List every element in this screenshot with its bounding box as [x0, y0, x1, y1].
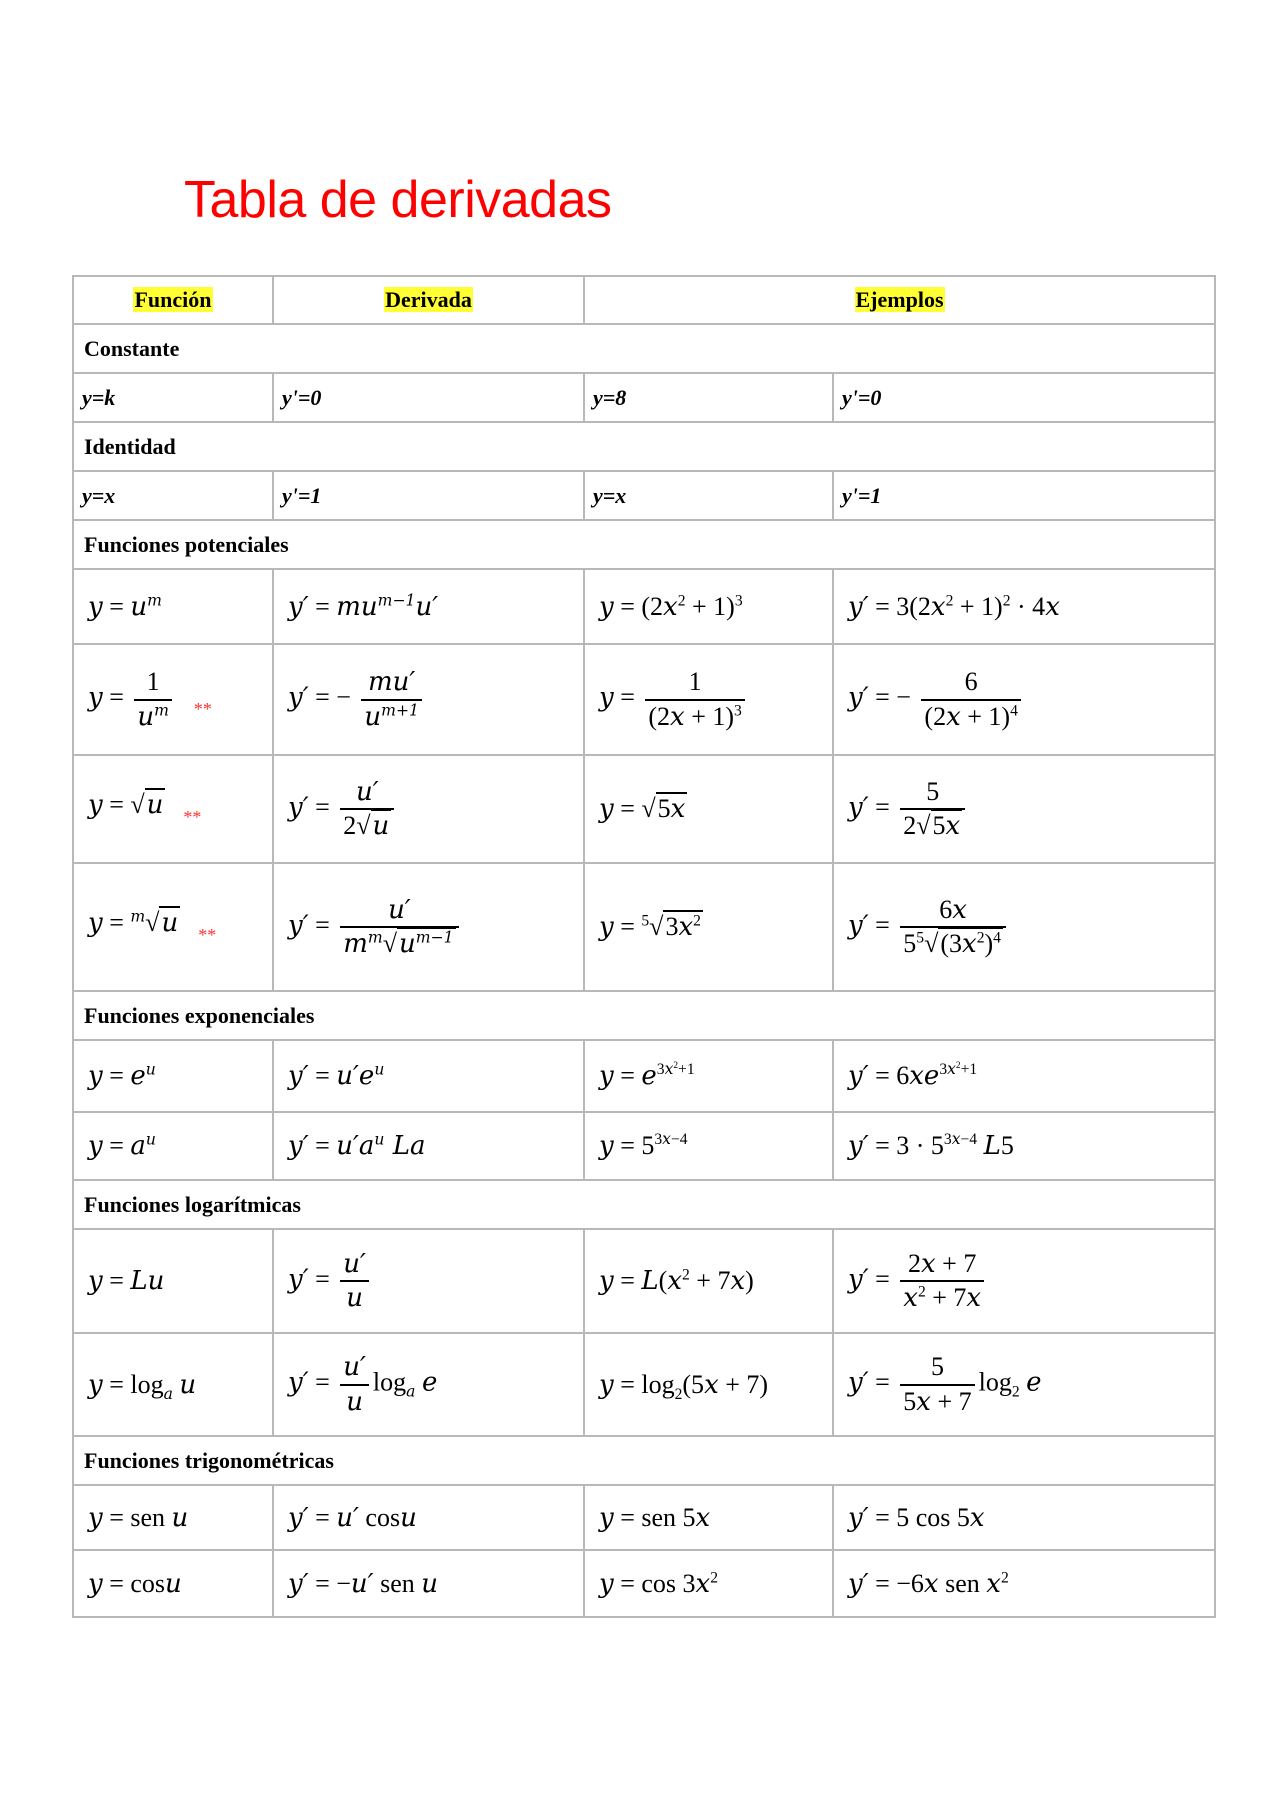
formula-derivada: y′ = − $\frac{mu'}{u^{m+1}}$ — [273, 644, 584, 755]
table-row — [73, 471, 1215, 520]
cell-ejemplo-derivada: y'=1 — [833, 471, 1215, 520]
formula-ejemplo: y = $\frac{1}{(2x + 1)^3}$ — [584, 644, 833, 755]
table-row — [73, 569, 1215, 644]
header-funcion: Función — [73, 276, 273, 324]
section-logaritmicas: Funciones logarítmicas — [73, 1180, 1215, 1229]
formula-derivada: y′ = $\frac{u'}{2√u}$ — [273, 755, 584, 863]
cell-ejemplo: y=x — [584, 471, 833, 520]
formula-ejemplo: $y = \cos 3x^2$ — [584, 1550, 833, 1617]
formula-funcion: $y = u^m$ — [73, 569, 273, 644]
formula-derivada: y′ = −u′ sen u — [273, 1550, 584, 1617]
cell-derivada: y'=0 — [273, 373, 584, 422]
asterisk-mark: ** — [193, 699, 212, 720]
cell-funcion: y=x — [73, 471, 273, 520]
formula-ejemplo-derivada: $y' = 6xe^{3x^2+1}$ — [833, 1040, 1215, 1112]
formula-funcion: y = Lu — [73, 1229, 273, 1333]
table-row — [73, 1040, 1215, 1112]
header-derivada: Derivada — [273, 276, 584, 324]
formula-derivada: $y' = mu^{m-1}u'$ — [273, 569, 584, 644]
page-title: Tabla de derivadas — [184, 171, 612, 229]
cell-funcion: y=k — [73, 373, 273, 422]
header-row — [73, 276, 1215, 324]
formula-derivada: $y' = u'a^u$ La — [273, 1112, 584, 1180]
cell-ejemplo-derivada: y'=0 — [833, 373, 1215, 422]
section-identidad: Identidad — [73, 422, 1215, 471]
formula-ejemplo-derivada: y′ = $\frac{6x}{5^5√(3x^2)^4}$ — [833, 863, 1215, 991]
formula-derivada: y′ = $\frac{u'}{u}$ $\log_a e$ — [273, 1333, 584, 1436]
formula-funcion: $y = \log_a u$ — [73, 1333, 273, 1436]
section-row — [73, 1436, 1215, 1485]
formula-funcion: y = √u $_{**}$ — [73, 755, 273, 863]
formula-funcion: y = sen u — [73, 1485, 273, 1550]
section-trigonometricas: Funciones trigonométricas — [73, 1436, 1215, 1485]
table-row — [73, 755, 1215, 863]
section-constante: Constante — [73, 324, 1215, 373]
formula-ejemplo: y = sen 5x — [584, 1485, 833, 1550]
section-row — [73, 1180, 1215, 1229]
table-row — [73, 644, 1215, 755]
section-potenciales: Funciones potenciales — [73, 520, 1215, 569]
formula-derivada: y′ = $\frac{u'}{m^m√u^{m-1}}$ — [273, 863, 584, 991]
table-row — [73, 863, 1215, 991]
formula-ejemplo-derivada: y′ = 5 cos 5x — [833, 1485, 1215, 1550]
table-row — [73, 1229, 1215, 1333]
formula-ejemplo-derivada: y′ = $\frac{2x + 7}{x^2 + 7x}$ — [833, 1229, 1215, 1333]
table-row — [73, 1485, 1215, 1550]
formula-derivada: $y' = u'e^u$ — [273, 1040, 584, 1112]
formula-funcion: $y = a^u$ — [73, 1112, 273, 1180]
table-row — [73, 373, 1215, 422]
formula-ejemplo-derivada: y′ = $\frac{5}{2√5x}$ — [833, 755, 1215, 863]
section-row — [73, 422, 1215, 471]
formula-ejemplo: y = √5x — [584, 755, 833, 863]
formula-ejemplo: $y = \log_2(5x + 7)$ — [584, 1333, 833, 1436]
formula-ejemplo-derivada: $y' = 3(2x^2 + 1)^2 \cdot 4x$ — [833, 569, 1215, 644]
formula-ejemplo: $y = ^5√3x^2$ — [584, 863, 833, 991]
cell-derivada: y'=1 — [273, 471, 584, 520]
section-row — [73, 520, 1215, 569]
section-row — [73, 324, 1215, 373]
cell-ejemplo: y=8 — [584, 373, 833, 422]
formula-ejemplo-derivada: y′ = $\frac{5}{5x + 7}$ $\log_2 e$ — [833, 1333, 1215, 1436]
asterisk-mark: ** — [198, 925, 217, 945]
table-row — [73, 1550, 1215, 1617]
formula-ejemplo: $y = (2x^2 + 1)^3$ — [584, 569, 833, 644]
table-row — [73, 1333, 1215, 1436]
derivatives-table — [72, 275, 1216, 1618]
formula-ejemplo-derivada: y′ = −6x sen $x^2$ — [833, 1550, 1215, 1617]
formula-derivada: y′ = $\frac{u'}{u}$ — [273, 1229, 584, 1333]
section-exponenciales: Funciones exponenciales — [73, 991, 1215, 1040]
table-row — [73, 1112, 1215, 1180]
formula-ejemplo-derivada: y′ = − $\frac{6}{(2x + 1)^4}$ — [833, 644, 1215, 755]
formula-ejemplo: $y = e^{3x^2+1}$ — [584, 1040, 833, 1112]
section-row — [73, 991, 1215, 1040]
formula-ejemplo: $y = 5^{3x-4}$ — [584, 1112, 833, 1180]
formula-derivada: y′ = u′ cosu — [273, 1485, 584, 1550]
formula-funcion: y = cosu — [73, 1550, 273, 1617]
formula-funcion: $y = e^u$ — [73, 1040, 273, 1112]
formula-funcion: y = $^m$√u $_{**}$ — [73, 863, 273, 991]
formula-ejemplo-derivada: $y' = 3 \cdot 5^{3x-4}$ L5 — [833, 1112, 1215, 1180]
asterisk-mark: ** — [183, 807, 202, 827]
formula-funcion: y = $\frac{1}{u^m}$ $_{**}$ — [73, 644, 273, 755]
header-ejemplos: Ejemplos — [584, 276, 1215, 324]
formula-ejemplo: $y = L(x^2 + 7x)$ — [584, 1229, 833, 1333]
